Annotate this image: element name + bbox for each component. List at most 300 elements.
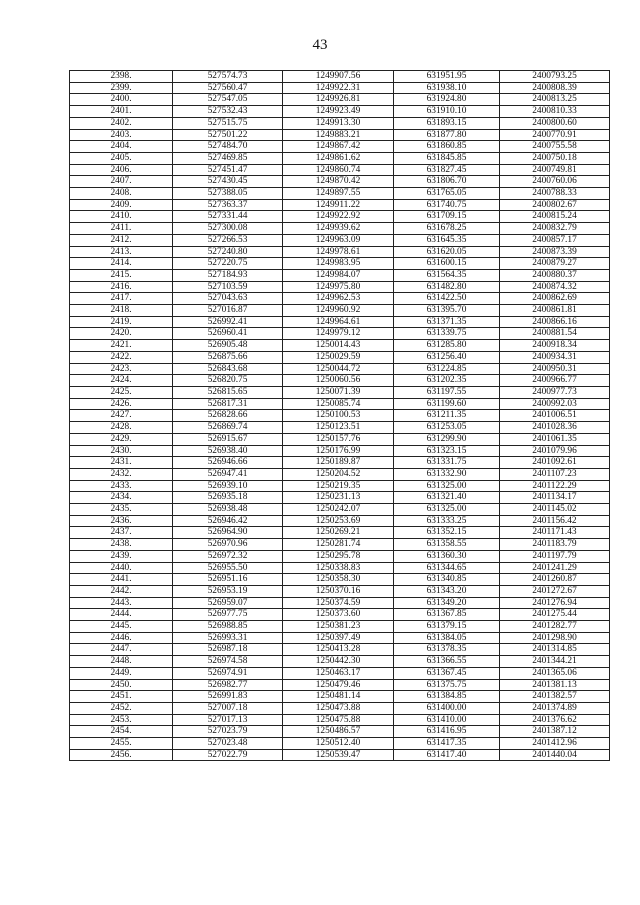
y1-cell: 1249978.61 bbox=[283, 246, 394, 258]
y2-cell: 2400857.17 bbox=[500, 234, 610, 246]
x2-cell: 631379.15 bbox=[394, 621, 500, 633]
table-row bbox=[70, 597, 610, 609]
point-number-cell: 2404. bbox=[70, 141, 173, 153]
y1-cell: 1250539.47 bbox=[283, 749, 394, 761]
x1-cell: 526820.75 bbox=[173, 375, 283, 387]
x2-cell: 631344.65 bbox=[394, 562, 500, 574]
table-row bbox=[70, 305, 610, 317]
y2-cell: 2400934.31 bbox=[500, 351, 610, 363]
y1-cell: 1250029.59 bbox=[283, 351, 394, 363]
y1-cell: 1250373.60 bbox=[283, 609, 394, 621]
y1-cell: 1249962.53 bbox=[283, 293, 394, 305]
y1-cell: 1249922.92 bbox=[283, 211, 394, 223]
x2-cell: 631400.00 bbox=[394, 702, 500, 714]
y2-cell: 2401382.57 bbox=[500, 691, 610, 703]
table-row bbox=[70, 539, 610, 551]
point-number-cell: 2429. bbox=[70, 433, 173, 445]
table-row bbox=[70, 398, 610, 410]
x2-cell: 631564.35 bbox=[394, 269, 500, 281]
table-row bbox=[70, 223, 610, 235]
point-number-cell: 2400. bbox=[70, 94, 173, 106]
x1-cell: 527532.43 bbox=[173, 106, 283, 118]
y1-cell: 1249911.22 bbox=[283, 199, 394, 211]
y1-cell: 1250370.16 bbox=[283, 585, 394, 597]
y2-cell: 2400966.77 bbox=[500, 375, 610, 387]
x2-cell: 631827.45 bbox=[394, 164, 500, 176]
point-number-cell: 2441. bbox=[70, 574, 173, 586]
x2-cell: 631645.35 bbox=[394, 234, 500, 246]
x1-cell: 527363.37 bbox=[173, 199, 283, 211]
coordinates-table bbox=[69, 70, 610, 761]
x1-cell: 526991.83 bbox=[173, 691, 283, 703]
point-number-cell: 2444. bbox=[70, 609, 173, 621]
x1-cell: 526955.50 bbox=[173, 562, 283, 574]
x1-cell: 526815.65 bbox=[173, 386, 283, 398]
x2-cell: 631253.05 bbox=[394, 422, 500, 434]
x2-cell: 631358.55 bbox=[394, 539, 500, 551]
x1-cell: 527017.13 bbox=[173, 714, 283, 726]
point-number-cell: 2399. bbox=[70, 82, 173, 94]
table-row bbox=[70, 328, 610, 340]
point-number-cell: 2410. bbox=[70, 211, 173, 223]
y1-cell: 1249922.31 bbox=[283, 82, 394, 94]
y1-cell: 1250473.88 bbox=[283, 702, 394, 714]
table-row bbox=[70, 422, 610, 434]
y2-cell: 2401314.85 bbox=[500, 644, 610, 656]
y2-cell: 2400770.91 bbox=[500, 129, 610, 141]
y1-cell: 1250338.83 bbox=[283, 562, 394, 574]
x2-cell: 631343.20 bbox=[394, 585, 500, 597]
y2-cell: 2400879.27 bbox=[500, 258, 610, 270]
y2-cell: 2401374.89 bbox=[500, 702, 610, 714]
y2-cell: 2400977.73 bbox=[500, 386, 610, 398]
y1-cell: 1250242.07 bbox=[283, 504, 394, 516]
table-row bbox=[70, 527, 610, 539]
y2-cell: 2401079.96 bbox=[500, 445, 610, 457]
point-number-cell: 2425. bbox=[70, 386, 173, 398]
x2-cell: 631910.10 bbox=[394, 106, 500, 118]
y1-cell: 1250512.40 bbox=[283, 738, 394, 750]
x1-cell: 526970.96 bbox=[173, 539, 283, 551]
x1-cell: 527016.87 bbox=[173, 305, 283, 317]
point-number-cell: 2416. bbox=[70, 281, 173, 293]
x1-cell: 526946.42 bbox=[173, 515, 283, 527]
x1-cell: 527451.47 bbox=[173, 164, 283, 176]
x2-cell: 631285.80 bbox=[394, 340, 500, 352]
x1-cell: 526828.66 bbox=[173, 410, 283, 422]
x1-cell: 526843.68 bbox=[173, 363, 283, 375]
table-row bbox=[70, 574, 610, 586]
table-row bbox=[70, 738, 610, 750]
table-row bbox=[70, 211, 610, 223]
y1-cell: 1250014.43 bbox=[283, 340, 394, 352]
y1-cell: 1250157.76 bbox=[283, 433, 394, 445]
x2-cell: 631339.75 bbox=[394, 328, 500, 340]
point-number-cell: 2405. bbox=[70, 152, 173, 164]
y1-cell: 1250381.23 bbox=[283, 621, 394, 633]
x1-cell: 527515.75 bbox=[173, 117, 283, 129]
y2-cell: 2401440.04 bbox=[500, 749, 610, 761]
table-row bbox=[70, 679, 610, 691]
table-row bbox=[70, 410, 610, 422]
point-number-cell: 2415. bbox=[70, 269, 173, 281]
x1-cell: 527388.05 bbox=[173, 188, 283, 200]
x1-cell: 526939.10 bbox=[173, 480, 283, 492]
coordinates-table-body bbox=[70, 71, 610, 761]
table-row bbox=[70, 714, 610, 726]
point-number-cell: 2453. bbox=[70, 714, 173, 726]
x2-cell: 631367.85 bbox=[394, 609, 500, 621]
x1-cell: 527300.08 bbox=[173, 223, 283, 235]
y1-cell: 1250479.46 bbox=[283, 679, 394, 691]
point-number-cell: 2442. bbox=[70, 585, 173, 597]
x1-cell: 526946.66 bbox=[173, 457, 283, 469]
x1-cell: 526987.18 bbox=[173, 644, 283, 656]
y2-cell: 2400873.39 bbox=[500, 246, 610, 258]
x1-cell: 526974.91 bbox=[173, 667, 283, 679]
table-row bbox=[70, 726, 610, 738]
x2-cell: 631384.05 bbox=[394, 632, 500, 644]
y2-cell: 2400749.81 bbox=[500, 164, 610, 176]
x1-cell: 526977.75 bbox=[173, 609, 283, 621]
table-row bbox=[70, 691, 610, 703]
x2-cell: 631366.55 bbox=[394, 656, 500, 668]
point-number-cell: 2437. bbox=[70, 527, 173, 539]
x1-cell: 526982.77 bbox=[173, 679, 283, 691]
y2-cell: 2400755.58 bbox=[500, 141, 610, 153]
point-number-cell: 2406. bbox=[70, 164, 173, 176]
x2-cell: 631395.70 bbox=[394, 305, 500, 317]
x1-cell: 526947.41 bbox=[173, 468, 283, 480]
point-number-cell: 2409. bbox=[70, 199, 173, 211]
point-number-cell: 2438. bbox=[70, 539, 173, 551]
table-row bbox=[70, 188, 610, 200]
y1-cell: 1250475.88 bbox=[283, 714, 394, 726]
x2-cell: 631331.75 bbox=[394, 457, 500, 469]
y1-cell: 1249979.12 bbox=[283, 328, 394, 340]
point-number-cell: 2424. bbox=[70, 375, 173, 387]
y2-cell: 2400874.32 bbox=[500, 281, 610, 293]
x2-cell: 631197.55 bbox=[394, 386, 500, 398]
table-row bbox=[70, 152, 610, 164]
table-row bbox=[70, 492, 610, 504]
table-row bbox=[70, 644, 610, 656]
x2-cell: 631352.15 bbox=[394, 527, 500, 539]
x2-cell: 631877.80 bbox=[394, 129, 500, 141]
x1-cell: 527023.79 bbox=[173, 726, 283, 738]
x1-cell: 527240.80 bbox=[173, 246, 283, 258]
y1-cell: 1250442.30 bbox=[283, 656, 394, 668]
y2-cell: 2400861.81 bbox=[500, 305, 610, 317]
point-number-cell: 2450. bbox=[70, 679, 173, 691]
y2-cell: 2401061.35 bbox=[500, 433, 610, 445]
point-number-cell: 2451. bbox=[70, 691, 173, 703]
x2-cell: 631765.05 bbox=[394, 188, 500, 200]
x2-cell: 631845.85 bbox=[394, 152, 500, 164]
x2-cell: 631224.85 bbox=[394, 363, 500, 375]
y1-cell: 1250123.51 bbox=[283, 422, 394, 434]
x1-cell: 526938.40 bbox=[173, 445, 283, 457]
x2-cell: 631924.80 bbox=[394, 94, 500, 106]
x1-cell: 526960.41 bbox=[173, 328, 283, 340]
y1-cell: 1249964.61 bbox=[283, 316, 394, 328]
x2-cell: 631482.80 bbox=[394, 281, 500, 293]
x2-cell: 631199.60 bbox=[394, 398, 500, 410]
x2-cell: 631384.85 bbox=[394, 691, 500, 703]
x2-cell: 631410.00 bbox=[394, 714, 500, 726]
x1-cell: 526988.85 bbox=[173, 621, 283, 633]
y2-cell: 2401272.67 bbox=[500, 585, 610, 597]
y1-cell: 1250358.30 bbox=[283, 574, 394, 586]
point-number-cell: 2408. bbox=[70, 188, 173, 200]
y2-cell: 2401092.61 bbox=[500, 457, 610, 469]
point-number-cell: 2431. bbox=[70, 457, 173, 469]
point-number-cell: 2439. bbox=[70, 550, 173, 562]
y1-cell: 1250481.14 bbox=[283, 691, 394, 703]
x2-cell: 631893.15 bbox=[394, 117, 500, 129]
y2-cell: 2401006.51 bbox=[500, 410, 610, 422]
y1-cell: 1249867.42 bbox=[283, 141, 394, 153]
y2-cell: 2401282.77 bbox=[500, 621, 610, 633]
point-number-cell: 2401. bbox=[70, 106, 173, 118]
page-number: 43 bbox=[312, 37, 328, 53]
y2-cell: 2401028.36 bbox=[500, 422, 610, 434]
y2-cell: 2401145.02 bbox=[500, 504, 610, 516]
y1-cell: 1250269.21 bbox=[283, 527, 394, 539]
point-number-cell: 2398. bbox=[70, 71, 173, 83]
y1-cell: 1250374.59 bbox=[283, 597, 394, 609]
y1-cell: 1250204.52 bbox=[283, 468, 394, 480]
y2-cell: 2400793.25 bbox=[500, 71, 610, 83]
point-number-cell: 2411. bbox=[70, 223, 173, 235]
y1-cell: 1250219.35 bbox=[283, 480, 394, 492]
x1-cell: 526938.48 bbox=[173, 504, 283, 516]
y2-cell: 2400950.31 bbox=[500, 363, 610, 375]
x2-cell: 631938.10 bbox=[394, 82, 500, 94]
y1-cell: 1250176.99 bbox=[283, 445, 394, 457]
y2-cell: 2401183.79 bbox=[500, 539, 610, 551]
x1-cell: 527501.22 bbox=[173, 129, 283, 141]
point-number-cell: 2419. bbox=[70, 316, 173, 328]
y1-cell: 1249926.81 bbox=[283, 94, 394, 106]
table-row bbox=[70, 106, 610, 118]
table-row bbox=[70, 749, 610, 761]
y1-cell: 1250281.74 bbox=[283, 539, 394, 551]
y1-cell: 1250253.69 bbox=[283, 515, 394, 527]
y2-cell: 2400918.34 bbox=[500, 340, 610, 352]
x1-cell: 527484.70 bbox=[173, 141, 283, 153]
x1-cell: 527184.93 bbox=[173, 269, 283, 281]
x1-cell: 526915.67 bbox=[173, 433, 283, 445]
y2-cell: 2401134.17 bbox=[500, 492, 610, 504]
x1-cell: 526905.48 bbox=[173, 340, 283, 352]
y2-cell: 2401241.29 bbox=[500, 562, 610, 574]
point-number-cell: 2454. bbox=[70, 726, 173, 738]
table-row bbox=[70, 457, 610, 469]
y1-cell: 1250397.49 bbox=[283, 632, 394, 644]
y2-cell: 2401381.13 bbox=[500, 679, 610, 691]
point-number-cell: 2418. bbox=[70, 305, 173, 317]
y2-cell: 2400810.33 bbox=[500, 106, 610, 118]
x2-cell: 631417.35 bbox=[394, 738, 500, 750]
y1-cell: 1249983.95 bbox=[283, 258, 394, 270]
x2-cell: 631202.35 bbox=[394, 375, 500, 387]
x2-cell: 631422.50 bbox=[394, 293, 500, 305]
point-number-cell: 2427. bbox=[70, 410, 173, 422]
x2-cell: 631417.40 bbox=[394, 749, 500, 761]
table-row bbox=[70, 234, 610, 246]
table-row bbox=[70, 293, 610, 305]
y2-cell: 2400862.69 bbox=[500, 293, 610, 305]
point-number-cell: 2407. bbox=[70, 176, 173, 188]
point-number-cell: 2433. bbox=[70, 480, 173, 492]
y1-cell: 1249883.21 bbox=[283, 129, 394, 141]
table-row bbox=[70, 386, 610, 398]
y1-cell: 1250295.78 bbox=[283, 550, 394, 562]
y2-cell: 2401122.29 bbox=[500, 480, 610, 492]
y2-cell: 2401107.23 bbox=[500, 468, 610, 480]
y1-cell: 1249913.30 bbox=[283, 117, 394, 129]
x1-cell: 526964.90 bbox=[173, 527, 283, 539]
table-row bbox=[70, 176, 610, 188]
y2-cell: 2401365.06 bbox=[500, 667, 610, 679]
point-number-cell: 2448. bbox=[70, 656, 173, 668]
y2-cell: 2401197.79 bbox=[500, 550, 610, 562]
point-number-cell: 2436. bbox=[70, 515, 173, 527]
x1-cell: 526972.32 bbox=[173, 550, 283, 562]
point-number-cell: 2435. bbox=[70, 504, 173, 516]
y1-cell: 1249960.92 bbox=[283, 305, 394, 317]
x1-cell: 527103.59 bbox=[173, 281, 283, 293]
point-number-cell: 2446. bbox=[70, 632, 173, 644]
point-number-cell: 2421. bbox=[70, 340, 173, 352]
table-row bbox=[70, 468, 610, 480]
x2-cell: 631806.70 bbox=[394, 176, 500, 188]
y2-cell: 2400881.54 bbox=[500, 328, 610, 340]
x1-cell: 527220.75 bbox=[173, 258, 283, 270]
y2-cell: 2400760.06 bbox=[500, 176, 610, 188]
x2-cell: 631860.85 bbox=[394, 141, 500, 153]
point-number-cell: 2422. bbox=[70, 351, 173, 363]
table-row bbox=[70, 609, 610, 621]
point-number-cell: 2449. bbox=[70, 667, 173, 679]
table-row bbox=[70, 94, 610, 106]
x2-cell: 631349.20 bbox=[394, 597, 500, 609]
table-row bbox=[70, 82, 610, 94]
table-row bbox=[70, 316, 610, 328]
y2-cell: 2401376.62 bbox=[500, 714, 610, 726]
y2-cell: 2401298.90 bbox=[500, 632, 610, 644]
x2-cell: 631321.40 bbox=[394, 492, 500, 504]
x1-cell: 526935.18 bbox=[173, 492, 283, 504]
y1-cell: 1249860.74 bbox=[283, 164, 394, 176]
x2-cell: 631371.35 bbox=[394, 316, 500, 328]
table-row bbox=[70, 585, 610, 597]
y2-cell: 2400750.18 bbox=[500, 152, 610, 164]
point-number-cell: 2412. bbox=[70, 234, 173, 246]
table-row bbox=[70, 562, 610, 574]
x2-cell: 631323.15 bbox=[394, 445, 500, 457]
table-row bbox=[70, 656, 610, 668]
x2-cell: 631378.35 bbox=[394, 644, 500, 656]
point-number-cell: 2445. bbox=[70, 621, 173, 633]
x2-cell: 631299.90 bbox=[394, 433, 500, 445]
table-row bbox=[70, 246, 610, 258]
point-number-cell: 2414. bbox=[70, 258, 173, 270]
table-row bbox=[70, 351, 610, 363]
table-row bbox=[70, 258, 610, 270]
point-number-cell: 2434. bbox=[70, 492, 173, 504]
x1-cell: 526992.41 bbox=[173, 316, 283, 328]
y2-cell: 2401276.94 bbox=[500, 597, 610, 609]
y1-cell: 1249870.42 bbox=[283, 176, 394, 188]
table-row bbox=[70, 340, 610, 352]
table-row bbox=[70, 667, 610, 679]
y1-cell: 1250413.28 bbox=[283, 644, 394, 656]
table-row bbox=[70, 702, 610, 714]
table-row bbox=[70, 480, 610, 492]
y2-cell: 2401156.42 bbox=[500, 515, 610, 527]
table-row bbox=[70, 71, 610, 83]
x1-cell: 526974.58 bbox=[173, 656, 283, 668]
x2-cell: 631256.40 bbox=[394, 351, 500, 363]
x1-cell: 527331.44 bbox=[173, 211, 283, 223]
y2-cell: 2400808.39 bbox=[500, 82, 610, 94]
y2-cell: 2400815.24 bbox=[500, 211, 610, 223]
x1-cell: 526869.74 bbox=[173, 422, 283, 434]
y2-cell: 2400866.16 bbox=[500, 316, 610, 328]
x1-cell: 527469.85 bbox=[173, 152, 283, 164]
y1-cell: 1250100.53 bbox=[283, 410, 394, 422]
table-row bbox=[70, 632, 610, 644]
y1-cell: 1249907.56 bbox=[283, 71, 394, 83]
x1-cell: 526951.16 bbox=[173, 574, 283, 586]
point-number-cell: 2428. bbox=[70, 422, 173, 434]
y2-cell: 2401412.96 bbox=[500, 738, 610, 750]
table-row bbox=[70, 433, 610, 445]
y2-cell: 2401344.21 bbox=[500, 656, 610, 668]
x2-cell: 631325.00 bbox=[394, 504, 500, 516]
y1-cell: 1249897.55 bbox=[283, 188, 394, 200]
y2-cell: 2401171.43 bbox=[500, 527, 610, 539]
table-row bbox=[70, 445, 610, 457]
y1-cell: 1250044.72 bbox=[283, 363, 394, 375]
y2-cell: 2400992.03 bbox=[500, 398, 610, 410]
point-number-cell: 2447. bbox=[70, 644, 173, 656]
x1-cell: 526953.19 bbox=[173, 585, 283, 597]
x2-cell: 631360.30 bbox=[394, 550, 500, 562]
point-number-cell: 2417. bbox=[70, 293, 173, 305]
x1-cell: 527043.63 bbox=[173, 293, 283, 305]
x1-cell: 527022.79 bbox=[173, 749, 283, 761]
y2-cell: 2401260.87 bbox=[500, 574, 610, 586]
x2-cell: 631740.75 bbox=[394, 199, 500, 211]
x2-cell: 631367.45 bbox=[394, 667, 500, 679]
x2-cell: 631375.75 bbox=[394, 679, 500, 691]
y1-cell: 1250189.87 bbox=[283, 457, 394, 469]
y2-cell: 2401275.44 bbox=[500, 609, 610, 621]
table-row bbox=[70, 504, 610, 516]
y1-cell: 1250231.13 bbox=[283, 492, 394, 504]
point-number-cell: 2430. bbox=[70, 445, 173, 457]
point-number-cell: 2402. bbox=[70, 117, 173, 129]
y1-cell: 1249975.80 bbox=[283, 281, 394, 293]
table-row bbox=[70, 515, 610, 527]
x1-cell: 526875.66 bbox=[173, 351, 283, 363]
x1-cell: 527266.53 bbox=[173, 234, 283, 246]
x1-cell: 527007.18 bbox=[173, 702, 283, 714]
x2-cell: 631600.15 bbox=[394, 258, 500, 270]
